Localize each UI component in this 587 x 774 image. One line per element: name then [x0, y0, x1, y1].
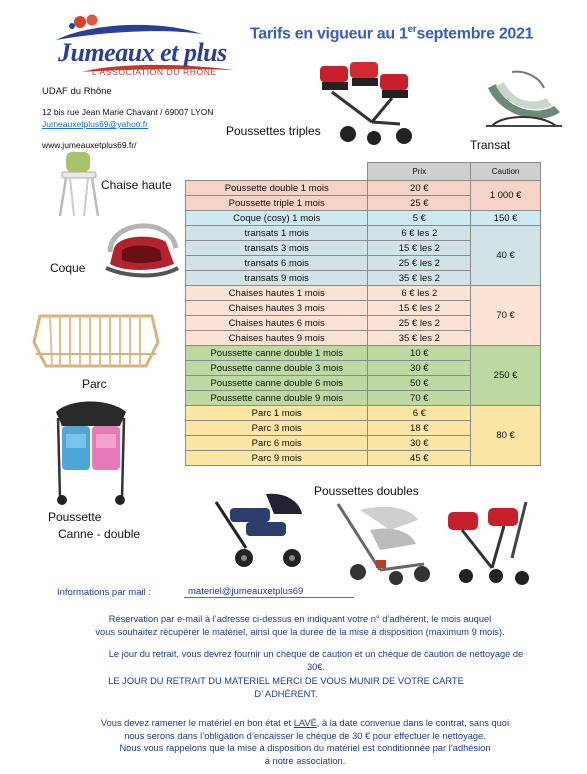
row-item-price: 10 €	[368, 346, 471, 361]
row-item-price: 25 €	[368, 196, 471, 211]
row-item-price: 6 €	[368, 406, 471, 421]
transat-image	[482, 68, 566, 136]
label-poussette: Poussette	[48, 510, 102, 524]
row-item-name: Poussette double 1 mois	[186, 181, 368, 196]
row-item-name: Poussette canne double 6 mois	[186, 376, 368, 391]
row-item-price: 15 € les 2	[368, 241, 471, 256]
label-chaise-haute: Chaise haute	[101, 178, 172, 192]
row-item-name: transats 9 mois	[186, 271, 368, 286]
double-stroller-image-3	[442, 498, 542, 586]
table-row	[186, 346, 541, 361]
triple-stroller-image	[312, 52, 424, 148]
group-caution: 150 €	[471, 211, 541, 226]
row-item-name: Chaises hautes 3 mois	[186, 301, 368, 316]
row-item-price: 25 € les 2	[368, 316, 471, 331]
high-chair-image	[56, 150, 102, 218]
label-poussettes-triples: Poussettes triples	[226, 124, 321, 138]
table-header-caution: Caution	[471, 163, 541, 181]
table-header-blank	[186, 163, 368, 181]
row-item-name: Poussette canne double 1 mois	[186, 346, 368, 361]
row-item-name: transats 6 mois	[186, 256, 368, 271]
group-caution: 250 €	[471, 346, 541, 406]
retour-paragraph: Vous devez ramener le matériel en bon état et LAVÉ, à la date convenue dans le contrat, sans quoi nous serons dans l’obligation d’encaisser le chèque de 30 € pour effectuer le nettoyage. Nous vous rappelons que la mise à disposition du matériel est conditionnée par l’adhésion à notre association.	[100, 718, 510, 766]
row-item-price: 18 €	[368, 421, 471, 436]
row-item-name: Chaises hautes 1 mois	[186, 286, 368, 301]
retrait-paragraph: Le jour du retrait, vous devrez fournir un chèque de caution et un chèque de caution de nettoyage de 30€.	[108, 649, 524, 672]
org-address: 12 bis rue Jean Marie Chavant / 69007 LYON	[42, 107, 214, 117]
row-item-name: Parc 6 mois	[186, 436, 368, 451]
twin-umbrella-stroller-image	[50, 398, 132, 508]
row-item-name: Coque (cosy) 1 mois	[186, 211, 368, 226]
row-item-name: transats 1 mois	[186, 226, 368, 241]
row-item-name: transats 3 mois	[186, 241, 368, 256]
org-website: www.jumeauxetplus69.fr/	[42, 140, 137, 150]
row-item-price: 5 €	[368, 211, 471, 226]
row-item-price: 15 € les 2	[368, 301, 471, 316]
contact-email-underline	[184, 597, 354, 598]
page-title: Tarifs en vigueur au 1erseptembre 2021	[250, 24, 534, 43]
row-item-price: 20 €	[368, 181, 471, 196]
row-item-name: Parc 9 mois	[186, 451, 368, 466]
row-item-name: Poussette canne double 9 mois	[186, 391, 368, 406]
reservation-paragraph: Réservation par e-mail à l’adresse ci-dessus en indiquant votre n° d’adhérent, le mois auquel vous souhaitez récupérer le matériel, ainsi que la durée de la mise à disposition (maximum 9 mois).	[95, 614, 505, 637]
row-item-price: 45 €	[368, 451, 471, 466]
row-item-price: 6 € les 2	[368, 226, 471, 241]
car-seat-image	[100, 212, 182, 280]
table-row	[186, 181, 541, 196]
logo-subtitle: L'ASSOCIATION DU RHÔNE	[92, 67, 217, 77]
row-item-price: 30 €	[368, 361, 471, 376]
tarifs-table	[185, 162, 541, 466]
group-caution: 1 000 €	[471, 181, 541, 211]
group-caution: 70 €	[471, 286, 541, 346]
row-item-price: 35 € les 2	[368, 271, 471, 286]
row-item-price: 25 € les 2	[368, 256, 471, 271]
table-row	[186, 286, 541, 301]
row-item-price: 6 € les 2	[368, 286, 471, 301]
contact-label: Informations par mail :	[57, 587, 151, 598]
group-caution: 80 €	[471, 406, 541, 466]
table-header-row	[186, 163, 541, 181]
row-item-name: Poussette canne double 3 mois	[186, 361, 368, 376]
double-stroller-image-2	[330, 500, 434, 586]
tarifs-body	[186, 181, 541, 466]
row-item-name: Poussette triple 1 mois	[186, 196, 368, 211]
row-item-name: Chaises hautes 6 mois	[186, 316, 368, 331]
playpen-image	[30, 304, 162, 372]
row-item-name: Chaises hautes 9 mois	[186, 331, 368, 346]
carte-adherent-notice: LE JOUR DU RETRAIT DU MATERIEL MERCI DE VOUS MUNIR DE VOTRE CARTE D’ ADHÉRENT.	[108, 676, 464, 699]
label-poussettes-doubles: Poussettes doubles	[314, 484, 419, 498]
table-header-prix: Prix	[368, 163, 471, 181]
label-transat: Transat	[470, 138, 511, 152]
label-parc: Parc	[82, 377, 107, 391]
double-stroller-image-1	[206, 488, 310, 572]
row-item-price: 30 €	[368, 436, 471, 451]
row-item-price: 35 € les 2	[368, 331, 471, 346]
org-email-link[interactable]: Jumeauxetplus69@yahoo.fr	[42, 119, 148, 129]
row-item-price: 70 €	[368, 391, 471, 406]
row-item-price: 50 €	[368, 376, 471, 391]
table-row	[186, 406, 541, 421]
label-canne-double: Canne - double	[58, 527, 141, 541]
label-coque: Coque	[50, 261, 86, 275]
row-item-name: Parc 3 mois	[186, 421, 368, 436]
contact-email-link[interactable]: materiel@jumeauxetplus69	[188, 586, 304, 597]
group-caution: 40 €	[471, 226, 541, 286]
row-item-name: Parc 1 mois	[186, 406, 368, 421]
table-row	[186, 211, 541, 226]
org-name: UDAF du Rhône	[42, 86, 112, 97]
logo-word: Jumeaux et plus	[58, 38, 227, 67]
table-row	[186, 226, 541, 241]
